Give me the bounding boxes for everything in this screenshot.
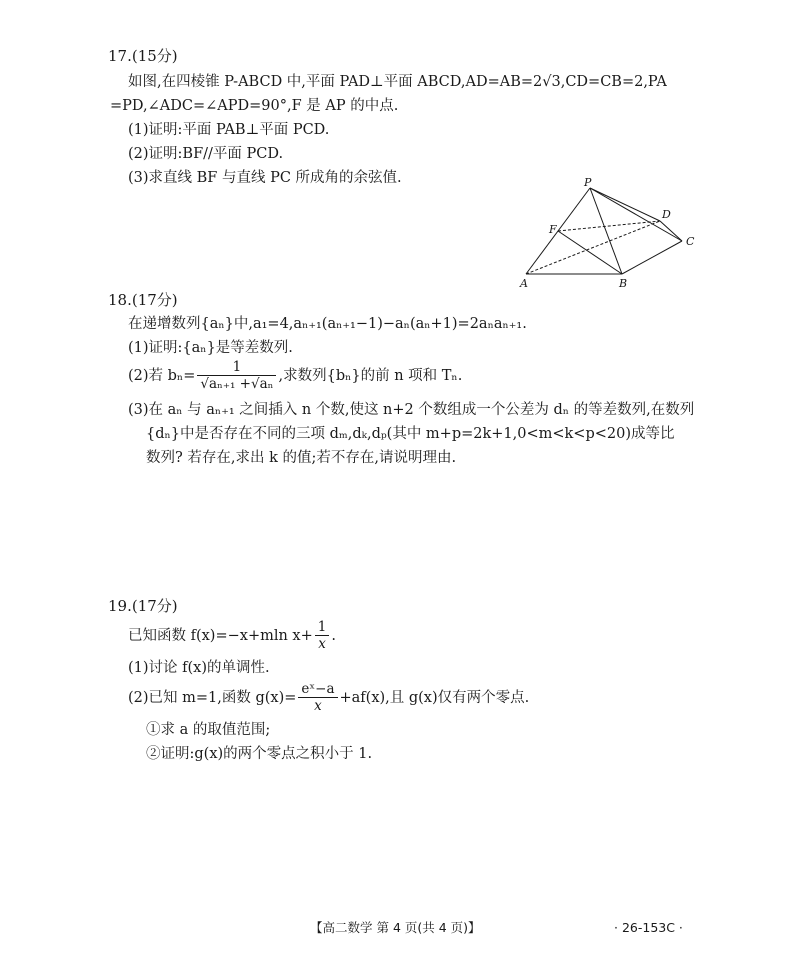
q19-part2 [128,680,529,716]
edge-BC [622,241,682,274]
q19-part2-denominator: x [314,698,322,714]
label-D: D [662,208,671,221]
q19-stem-fraction [315,619,330,653]
q19-stem-prefix: 已知函数 f(x)=−x+mln x+ [128,628,313,644]
q18-part2-suffix: ,求数列{bₙ}的前 n 项和 Tₙ. [278,368,463,384]
q17-stem-line2: =PD,∠ADC=∠APD=90°,F 是 AP 的中点. [110,98,399,114]
page-code: · 26-153C · [614,920,683,935]
q19-sub2: ②证明:g(x)的两个零点之积小于 1. [146,746,373,762]
label-C: C [686,235,695,248]
q19-part2-fraction [298,681,337,715]
q18-part2-prefix: (2)若 bₙ= [128,368,196,384]
q19-heading: 19.(17分) [108,597,178,615]
pyramid-figure [512,178,698,292]
q17-stem-line1: 如图,在四棱锥 P-ABCD 中,平面 PAD⊥平面 ABCD,AD=AB=2√3,CD=CB=2,PA [128,74,667,90]
label-F: F [549,223,557,236]
edge-DC [660,221,682,241]
q18-part3-line1: (3)在 aₙ 与 aₙ₊₁ 之间插入 n 个数,使这 n+2 个数组成一个公差为 dₙ 的等差数列,在数列 [128,402,695,418]
q17-part2: (2)证明:BF//平面 PCD. [128,146,284,162]
q18-stem: 在递增数列{aₙ}中,a₁=4,aₙ₊₁(aₙ₊₁−1)−aₙ(aₙ+1)=2aₙaₙ₊₁. [128,316,527,332]
q17-part3: (3)求直线 BF 与直线 PC 所成角的余弦值. [128,170,402,186]
q19-stem [128,618,336,654]
q19-part2-prefix: (2)已知 m=1,函数 g(x)= [128,690,297,706]
q19-stem-denominator: x [318,636,326,652]
q17-heading: 17.(15分) [108,47,178,65]
q19-stem-numerator: 1 [315,619,330,636]
q18-part2-numerator: 1 [197,359,276,376]
q17-part1: (1)证明:平面 PAB⊥平面 PCD. [128,122,330,138]
q18-part2-denominator: √aₙ₊₁ +√aₙ [200,376,274,392]
label-B: B [619,277,628,290]
q18-part1: (1)证明:{aₙ}是等差数列. [128,340,293,356]
q18-part2 [128,358,462,394]
q19-part2-suffix: +af(x),且 g(x)仅有两个零点. [339,690,530,706]
q19-stem-suffix: . [331,628,336,644]
segment-FB [558,231,622,274]
label-P: P [584,178,592,189]
label-A: A [520,277,528,290]
segment-FD-hidden [558,221,660,231]
q18-part3-line2: {dₙ}中是否存在不同的三项 dₘ,dₖ,dₚ(其中 m+p=2k+1,0<m<k<p<20)成等比 [146,426,675,442]
q18-part3-line3: 数列? 若存在,求出 k 的值;若不存在,请说明理由. [146,450,457,466]
q18-heading: 18.(17分) [108,291,178,309]
page-footer: 【高二数学 第 4 页(共 4 页)】 [310,920,481,935]
q18-part2-fraction [197,359,276,393]
q19-sub1: ①求 a 的取值范围; [146,722,271,738]
q19-part1: (1)讨论 f(x)的单调性. [128,660,270,676]
q19-part2-numerator: eˣ−a [298,681,337,698]
